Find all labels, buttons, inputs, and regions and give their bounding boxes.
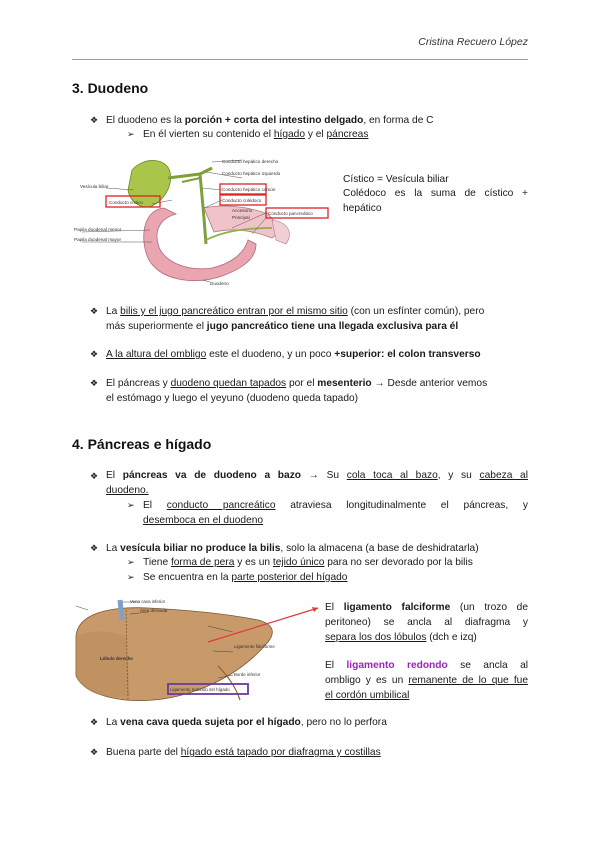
fig2-label: Borde inferior: [234, 672, 261, 677]
pancreas-bullet-1a: El páncreas va de duodeno a bazo → Su cola toca al bazo, y su cabeza al: [106, 470, 528, 481]
section-title-pancreas-higado: 4. Páncreas e hígado: [72, 436, 212, 452]
pancreas-sub-2a: Tiene forma de pera y es un tejido único para no ser devorado por la bilis: [143, 557, 473, 568]
pancreas-sub-1a: El conducto pancreático atraviesa longitudinalmente el páncreas, y: [143, 500, 528, 511]
duodeno-bullet-4b: el estómago y luego el yeyuno (duodeno queda tapado): [106, 393, 359, 404]
arrow-bullet-icon: ➢: [127, 129, 135, 139]
fig2-label: Lóbulo derecho: [100, 656, 133, 661]
bullet-diamond-icon: ❖: [90, 349, 99, 359]
duodeno-bullet-2a: La bilis y el jugo pancreático entran por el mismo sitio (con un esfínter común), pero: [106, 306, 485, 317]
duodeno-anatomy-figure: [72, 148, 340, 290]
duodeno-bullet-3: A la altura del ombligo este el duodeno, y un poco +superior: el colon transverso: [106, 349, 481, 360]
fig1-label: Conducto colédoco: [222, 198, 262, 203]
fig1-label: Duodeno: [210, 281, 229, 286]
side-note-coledoco: Colédoco es la suma de cístico +: [343, 188, 528, 199]
falciforme-line-3: separa los dos lóbulos (dch e izq): [325, 632, 477, 643]
fig1-label: Conducto pancreático: [268, 211, 313, 216]
bullet-diamond-icon: ❖: [90, 717, 99, 727]
arrow-bullet-icon: ➢: [127, 557, 135, 567]
fig1-label: Conducto hepático izquierdo: [222, 171, 281, 176]
fig2-label: Área desnuda: [140, 608, 168, 613]
duodeno-bullet-4a: El páncreas y duodeno quedan tapados por el mesenterio → Desde anterior vemos: [106, 378, 488, 389]
duodeno-bullet-2b: más superiormente el jugo pancreático tiene una llegada exclusiva para él: [106, 321, 459, 332]
fig2-label: Ligamento falciforme: [234, 644, 275, 649]
section-title-duodeno: 3. Duodeno: [72, 80, 149, 96]
bullet-diamond-icon: ❖: [90, 471, 99, 481]
fig1-label: Accesorio: [232, 208, 253, 213]
fig2-label: Ligamento redondo del hígado: [170, 687, 230, 692]
falciforme-line-1: El ligamento falciforme (un trozo de: [325, 602, 529, 613]
bullet-diamond-icon: ❖: [90, 543, 99, 553]
bullet-diamond-icon: ❖: [90, 306, 99, 316]
fig1-label: Papila duodenal mayor: [74, 237, 121, 242]
redondo-line-3: el cordón umbilical: [325, 690, 410, 701]
liver-anatomy-figure: [68, 596, 326, 706]
higado-bullet-4: Buena parte del hígado está tapado por diafragma y costillas: [106, 747, 381, 758]
pancreas-sub-1b: desemboca en el duodeno: [143, 515, 264, 526]
header-rule: [72, 59, 528, 60]
fig1-label: Conducto hepático derecho: [222, 159, 279, 164]
bullet-diamond-icon: ❖: [90, 115, 99, 125]
pancreas-bullet-1b: duodeno.: [106, 485, 149, 496]
fig1-label: Conducto cístico: [109, 200, 143, 205]
bullet-diamond-icon: ❖: [90, 378, 99, 388]
arrow-bullet-icon: ➢: [127, 500, 135, 510]
fig1-label: Conducto hepático común: [222, 187, 276, 192]
fig1-label: Principal: [232, 215, 250, 220]
duodeno-sub-1: En él vierten su contenido el hígado y el páncreas: [143, 129, 369, 140]
higado-bullet-3: La vena cava queda sujeta por el hígado, pero no lo perfora: [106, 717, 387, 728]
fig1-label: Papila duodenal menor: [74, 227, 122, 232]
fig2-label: Vena cava inferior: [130, 599, 166, 604]
pancreas-sub-2b: Se encuentra en la parte posterior del hígado: [143, 572, 348, 583]
author-header: Cristina Recuero López: [418, 36, 528, 48]
redondo-line-1: El ligamento redondo se ancla al: [325, 660, 528, 671]
duodeno-bullet-1: El duodeno es la porción + corta del intestino delgado, en forma de C: [106, 115, 434, 126]
side-note-hepatico: hepático: [343, 203, 382, 214]
redondo-line-2: ombligo y es un remanente de lo que fue: [325, 675, 529, 686]
bullet-diamond-icon: ❖: [90, 747, 99, 757]
falciforme-line-2: peritoneo) se ancla al diafragma y: [325, 617, 528, 628]
pancreas-bullet-2: La vesícula biliar no produce la bilis, solo la almacena (a base de deshidratarla): [106, 543, 479, 554]
side-note-cistico: Cístico = Vesícula biliar: [343, 174, 449, 185]
fig1-label: Vesícula biliar: [80, 184, 109, 189]
arrow-bullet-icon: ➢: [127, 572, 135, 582]
